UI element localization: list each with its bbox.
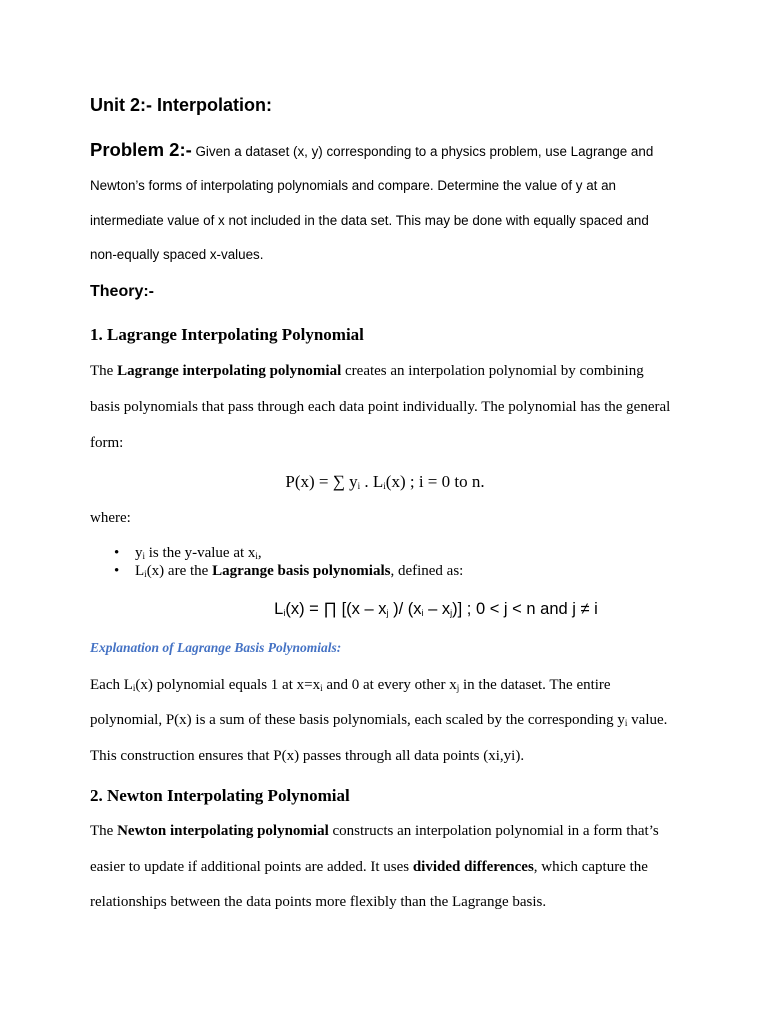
problem-line-2: Newton’s forms of interpolating polynomials and compare. Determine the value of y at an bbox=[90, 178, 616, 193]
explanation-line-2 bbox=[90, 712, 667, 729]
text-run: easier to update if additional points are added. It uses bbox=[90, 859, 413, 875]
definition-list bbox=[114, 545, 463, 581]
section-1-heading: 1. Lagrange Interpolating Polynomial bbox=[90, 325, 364, 344]
explanation-line-1 bbox=[90, 677, 611, 694]
subscript: j bbox=[450, 608, 453, 618]
text-run: , bbox=[257, 545, 262, 561]
eq-run: P(x) = ∑ y bbox=[285, 472, 358, 491]
subscript: j bbox=[386, 608, 389, 618]
text-run: The bbox=[90, 363, 118, 379]
text-run: and 0 at every other x bbox=[322, 677, 457, 693]
section-2-line-3: relationships between the data points more flexibly than the Lagrange basis. bbox=[90, 894, 547, 910]
subscript: i bbox=[255, 551, 258, 561]
text-run: is the y-value at x bbox=[145, 545, 256, 561]
text-run: Each L bbox=[90, 677, 133, 693]
eq-run: L bbox=[274, 600, 284, 618]
eq-run: – x bbox=[423, 600, 451, 618]
section-2-line-2 bbox=[90, 859, 648, 876]
theory-heading: Theory:- bbox=[90, 283, 154, 300]
text-run: in the dataset. The entire bbox=[459, 677, 611, 693]
text-run: The bbox=[90, 823, 118, 839]
section-1-para-line-3: form: bbox=[90, 435, 124, 451]
list-item bbox=[114, 563, 463, 581]
problem-line-4: non-equally spaced x-values. bbox=[90, 247, 264, 262]
subscript: i bbox=[624, 718, 628, 728]
eq-run: (x) = ∏ [(x – x bbox=[285, 600, 387, 618]
text-run: (x) polynomial equals 1 at x=x bbox=[135, 677, 321, 693]
eq-run: )/ (x bbox=[388, 600, 422, 618]
subscript: i bbox=[421, 608, 424, 618]
text-run: , defined as: bbox=[390, 563, 464, 579]
eq-run: (x) ; i = 0 to n. bbox=[385, 472, 485, 491]
bullet-icon: • bbox=[114, 545, 120, 561]
bold-term: Lagrange interpolating polynomial bbox=[117, 363, 342, 379]
subscript: i bbox=[320, 683, 323, 693]
subscript: i bbox=[144, 569, 147, 579]
text-run: , which capture the bbox=[533, 859, 648, 875]
subscript: i bbox=[142, 551, 146, 561]
explanation-heading: Explanation of Lagrange Basis Polynomials: bbox=[90, 640, 342, 655]
section-1-para-line-1 bbox=[90, 363, 644, 380]
problem-line-3: intermediate value of x not included in the data set. This may be done with equally spaced and bbox=[90, 213, 649, 228]
bold-term: Lagrange basis polynomials bbox=[212, 563, 391, 579]
problem-line-1 bbox=[90, 139, 653, 161]
text-run: y bbox=[135, 545, 143, 561]
eq-run: . L bbox=[360, 472, 384, 491]
subscript: i bbox=[383, 481, 386, 491]
text-run: (x) are the bbox=[146, 563, 213, 579]
where-label: where: bbox=[90, 510, 131, 526]
bullet-icon: • bbox=[114, 563, 120, 579]
text-run: value. bbox=[627, 712, 668, 728]
problem-text-1: Given a dataset (x, y) corresponding to a physics problem, use Lagrange and bbox=[191, 144, 654, 159]
basis-equation bbox=[0, 600, 766, 619]
section-2-line-1 bbox=[90, 823, 659, 840]
unit-title: Unit 2:- Interpolation: bbox=[90, 95, 272, 115]
text-run: constructs an interpolation polynomial in a form that’s bbox=[328, 823, 659, 839]
list-item bbox=[114, 545, 463, 563]
subscript: i bbox=[132, 683, 136, 693]
text-run: polynomial, P(x) is a sum of these basis polynomials, each scaled by the corresponding y bbox=[90, 712, 625, 728]
bold-term: Newton interpolating polynomial bbox=[117, 823, 329, 839]
bold-term: divided differences bbox=[412, 859, 534, 875]
lagrange-equation bbox=[0, 472, 768, 492]
section-1-para-line-2: basis polynomials that pass through each data point individually. The polynomial has the general bbox=[90, 399, 671, 415]
subscript: i bbox=[283, 608, 286, 618]
section-2-heading: 2. Newton Interpolating Polynomial bbox=[90, 786, 350, 805]
text-run: L bbox=[135, 563, 145, 579]
eq-run: )] ; 0 < j < n and j ≠ i bbox=[452, 600, 598, 618]
explanation-line-3: This construction ensures that P(x) passes through all data points (xi,yi). bbox=[90, 748, 525, 764]
text-run: creates an interpolation polynomial by combining bbox=[341, 363, 644, 379]
subscript: i bbox=[357, 481, 361, 491]
subscript: j bbox=[456, 683, 460, 693]
problem-label: Problem 2:- bbox=[90, 139, 192, 160]
